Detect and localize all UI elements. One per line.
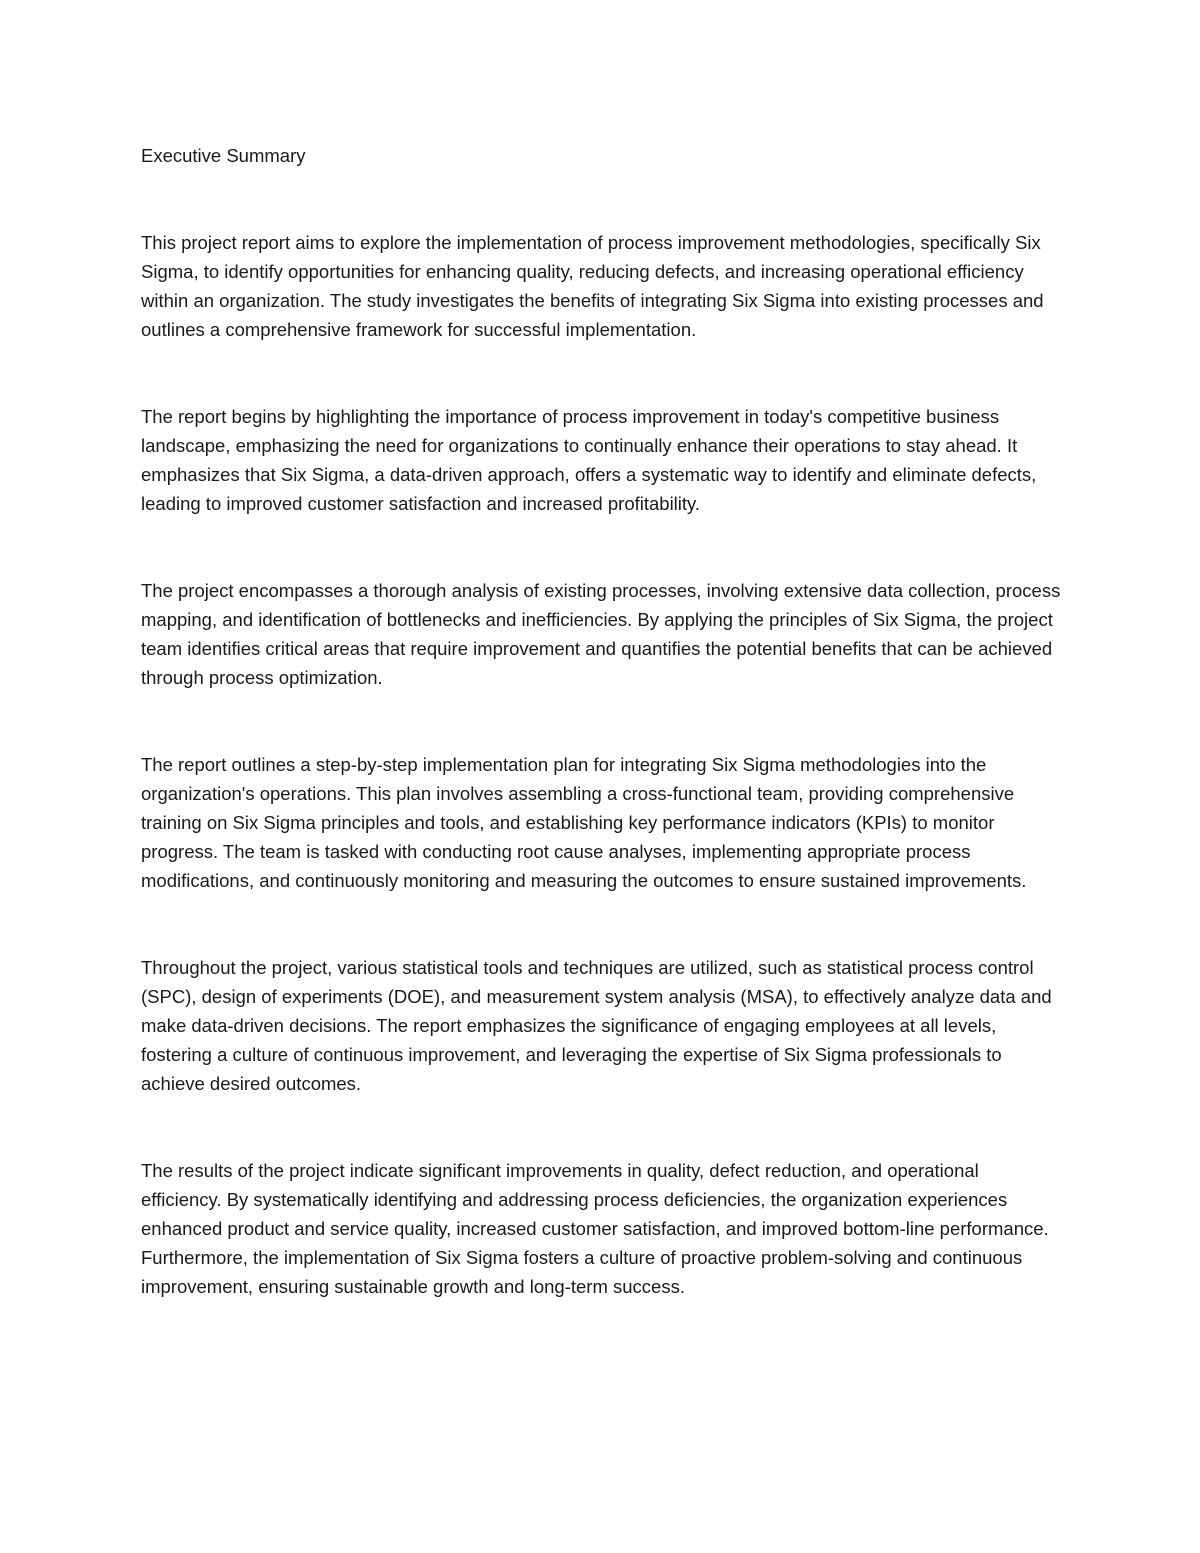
document-heading: Executive Summary bbox=[141, 145, 306, 166]
paragraph-results: The results of the project indicate significant improvements in quality, defect reduction, and operational efficiency. By systematically identifying and addressing process deficiencies, the organization experiences enhanced product and service quality, increased customer satisfaction, and improved bottom-line performance. Furthermore, the implementation of Six Sigma fosters a culture of proactive problem-solving and continuous improvement, ensuring sustainable growth and long-term success. bbox=[141, 1160, 1049, 1297]
paragraph-statistical-tools: Throughout the project, various statistical tools and techniques are utilized, such as statistical process control (SPC), design of experiments (DOE), and measurement system analysis (MSA), to effectively analyze data and make data-driven decisions. The report emphasizes the significance of engaging employees at all levels, fostering a culture of continuous improvement, and leveraging the expertise of Six Sigma professionals to achieve desired outcomes. bbox=[141, 957, 1052, 1094]
paragraph-intro: This project report aims to explore the implementation of process improvement methodologies, specifically Six Sigma, to identify opportunities for enhancing quality, reducing defects, and increasing operational efficiency within an organization. The study investigates the benefits of integrating Six Sigma into existing processes and outlines a comprehensive framework for successful implementation. bbox=[141, 232, 1044, 340]
document-body bbox=[141, 141, 1061, 1359]
paragraph-implementation-plan: The report outlines a step-by-step implementation plan for integrating Six Sigma methodologies into the organization's operations. This plan involves assembling a cross-functional team, providing comprehensive training on Six Sigma principles and tools, and establishing key performance indicators (KPIs) to monitor progress. The team is tasked with conducting root cause analyses, implementing appropriate process modifications, and continuously monitoring and measuring the outcomes to ensure sustained improvements. bbox=[141, 754, 1027, 891]
paragraph-analysis: The project encompasses a thorough analysis of existing processes, involving extensive data collection, process mapping, and identification of bottlenecks and inefficiencies. By applying the principles of Six Sigma, the project team identifies critical areas that require improvement and quantifies the potential benefits that can be achieved through process optimization. bbox=[141, 580, 1061, 688]
paragraph-importance: The report begins by highlighting the importance of process improvement in today's competitive business landscape, emphasizing the need for organizations to continually enhance their operations to stay ahead. It emphasizes that Six Sigma, a data-driven approach, offers a systematic way to identify and eliminate defects, leading to improved customer satisfaction and increased profitability. bbox=[141, 406, 1037, 514]
